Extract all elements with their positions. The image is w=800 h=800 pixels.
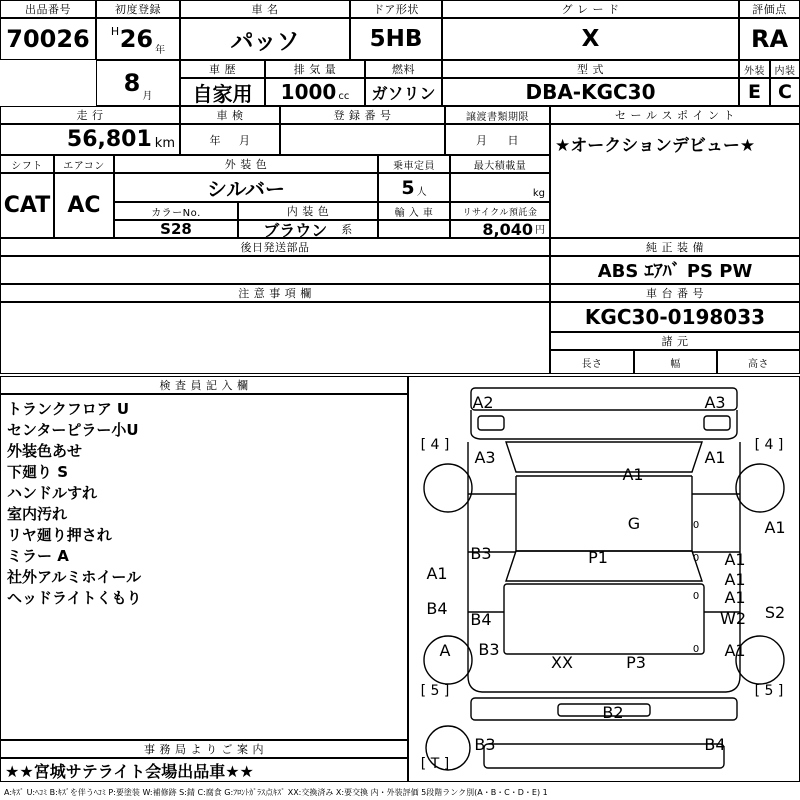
diagram-mark: S2: [764, 603, 786, 621]
recycle-fee-label: リサイクル預託金: [450, 202, 550, 220]
exterior-color-label: 外 装 色: [114, 155, 378, 173]
aircon-label: エアコン: [54, 155, 114, 173]
first-registration-month: 8 月: [96, 60, 180, 106]
diagram-mark: P3: [626, 653, 646, 671]
transfer-deadline-label: 譲渡書類期限: [445, 106, 550, 124]
equipment-label: 純 正 装 備: [550, 238, 800, 256]
office-notice-label: 事 務 局 よ り ご 案 内: [0, 740, 408, 758]
first-registration-value: [96, 18, 180, 60]
inspector-note: トランクフロア U: [7, 400, 130, 418]
displacement-label: 排 気 量: [265, 60, 365, 78]
length-label: 長さ: [550, 350, 634, 374]
diagram-mark: A1: [764, 518, 786, 536]
height-label: 高さ: [717, 350, 800, 374]
lot-number-label: 出品番号: [0, 0, 96, 18]
diagram-mark: A1: [622, 465, 644, 483]
diagram-mark: B3: [470, 544, 492, 562]
fuel-label: 燃料: [365, 60, 442, 78]
recycle-fee-value: 8,040 円: [450, 220, 550, 238]
door-shape-value: 5HB: [350, 18, 442, 60]
history-label: 車 歴: [180, 60, 265, 78]
mileage-value: 56,801 km: [0, 124, 180, 155]
diagram-mark: XX: [551, 653, 573, 671]
lot-number-value: 70026: [0, 18, 96, 60]
inspector-note: 外装色あせ: [7, 442, 83, 460]
first-registration-label: 初度登録: [96, 0, 180, 18]
max-load-label: 最大積載量: [450, 155, 550, 173]
tire-marker: 0: [692, 552, 700, 564]
diagram-mark: B4: [704, 735, 726, 753]
corner-label: [ 4 ]: [754, 437, 784, 453]
exterior-grade-label: 外装: [739, 60, 770, 78]
diagram-mark: G: [627, 514, 641, 532]
diagram-mark: A1: [426, 564, 448, 582]
inspector-note: リヤ廻り押され: [7, 526, 112, 544]
fuel-value: ガソリン: [365, 78, 442, 106]
shift-label: シフト: [0, 155, 54, 173]
later-shipment-value: [0, 256, 550, 284]
office-notice-value: ★★宮城サテライト会場出品車★★: [0, 758, 408, 782]
diagram-mark: A3: [704, 393, 726, 411]
inspector-label: 検 査 員 記 入 欄: [0, 376, 408, 394]
tire-marker: 0: [692, 643, 700, 655]
inspector-note: ハンドルすれ: [7, 484, 98, 502]
inspector-note: 社外アルミホイール: [7, 568, 142, 586]
exterior-color-value: シルバー: [114, 173, 378, 202]
later-shipment-label: 後日発送部品: [0, 238, 550, 256]
corner-label: [ 5 ]: [420, 683, 450, 699]
diagram-mark: A1: [704, 448, 726, 466]
tire-marker: 0: [692, 519, 700, 531]
diagram-mark: A1: [724, 550, 746, 568]
import-value: [378, 220, 450, 238]
width-label: 幅: [634, 350, 717, 374]
diagram-mark: B2: [602, 703, 624, 721]
diagram-mark: A1: [724, 641, 746, 659]
inspector-note: センターピラー小U: [7, 421, 139, 439]
model-code-value: DBA-KGC30: [442, 78, 739, 106]
car-name-label: 車 名: [180, 0, 350, 18]
grade-value: X: [442, 18, 739, 60]
interior-color-label: 内 装 色: [238, 202, 378, 220]
caution-value: [0, 302, 550, 374]
sales-point-label: セ ー ル ス ポ イ ン ト: [550, 106, 800, 124]
corner-label: [ T ]: [420, 756, 450, 772]
inspector-note: 下廻り S: [7, 463, 69, 481]
era-label: H: [110, 25, 120, 38]
diagram-mark: B3: [474, 735, 496, 753]
registration-number-value: [280, 124, 445, 155]
dimension-label: 諸 元: [550, 332, 800, 350]
displacement-value: 1000 cc: [265, 78, 365, 106]
shaken-label: 車 検: [180, 106, 280, 124]
diagram-mark: B3: [478, 640, 500, 658]
history-value: 自家用: [180, 78, 265, 106]
diagram-mark: A3: [474, 448, 496, 466]
equipment-value: ABS ｴｱﾊﾞ PS PW: [550, 256, 800, 284]
interior-grade-value: C: [770, 78, 800, 106]
grade-label: グ レ ー ド: [442, 0, 739, 18]
diagram-mark: A1: [724, 570, 746, 588]
reg-year: 26: [119, 25, 154, 53]
diagram-mark: B4: [426, 599, 448, 617]
seats-label: 乗車定員: [378, 155, 450, 173]
shaken-value: 年 月: [180, 124, 280, 155]
chassis-number-label: 車 台 番 号: [550, 284, 800, 302]
exterior-grade-value: E: [739, 78, 770, 106]
diagram-mark: B4: [470, 610, 492, 628]
import-label: 輸 入 車: [378, 202, 450, 220]
diagram-mark: W2: [720, 609, 746, 627]
transfer-deadline-value: 月 日: [445, 124, 550, 155]
inspector-note: ミラー A: [7, 547, 69, 565]
door-shape-label: ドア形状: [350, 0, 442, 18]
corner-label: [ 5 ]: [754, 683, 784, 699]
sales-point-value: ★オークションデビュー★: [550, 124, 800, 238]
max-load-value: kg: [450, 173, 550, 202]
score-value: RA: [739, 18, 800, 60]
color-number-label: カラーNo.: [114, 202, 238, 220]
model-code-label: 型 式: [442, 60, 739, 78]
inspector-note: ヘッドライトくもり: [7, 589, 142, 607]
diagram-mark: A1: [724, 588, 746, 606]
car-name-value: パッソ: [180, 18, 350, 60]
corner-label: [ 4 ]: [420, 437, 450, 453]
shift-value: CAT: [0, 173, 54, 238]
diagram-mark: A: [439, 641, 451, 659]
tire-marker: 0: [692, 590, 700, 602]
interior-color-value: ブラウン 系: [238, 220, 378, 238]
mileage-label: 走 行: [0, 106, 180, 124]
aircon-value: AC: [54, 173, 114, 238]
inspector-note: 室内汚れ: [7, 505, 68, 523]
chassis-number-value: KGC30-0198033: [550, 302, 800, 332]
score-label: 評価点: [739, 0, 800, 18]
seats-value: 5 人: [378, 173, 450, 202]
diagram-mark: P1: [588, 548, 608, 566]
legend-text: A:ｷｽﾞ U:ﾍｺﾐ B:ｷｽﾞを伴うﾍｺﾐ P:要塗装 W:補修跡 S:錆 C:腐食 G:ﾌﾛﾝﾄｶﾞﾗｽ点ｷｽﾞ XX:交換済み X:要交換 内・外装評価 5段階ランク別(A・B・C・D・E) 1: [4, 787, 548, 797]
diagram-mark: A2: [472, 393, 494, 411]
inspector-notes: [0, 394, 408, 740]
interior-grade-label: 内装: [770, 60, 800, 78]
color-number-value: S28: [114, 220, 238, 238]
registration-number-label: 登 録 番 号: [280, 106, 445, 124]
caution-label: 注 意 事 項 欄: [0, 284, 550, 302]
reg-year-unit: 年: [155, 45, 166, 56]
inspector-notes-list: [1, 395, 142, 609]
